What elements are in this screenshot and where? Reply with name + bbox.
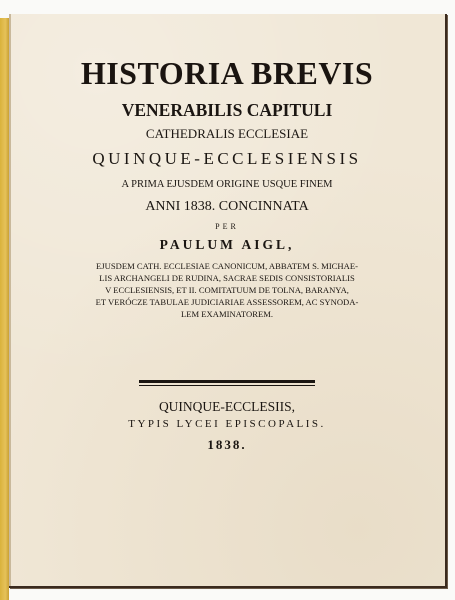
per-label: PER bbox=[215, 222, 239, 231]
rule-thick-line bbox=[139, 380, 315, 383]
author-description-line: EJUSDEM CATH. ECCLESIAE CANONICUM, ABBATEM S. MICHAE- bbox=[96, 261, 358, 271]
rule-thin-line bbox=[139, 385, 315, 386]
author-description-line: ET VERÓCZE TABULAE JUDICIARIAE ASSESSOREM, AC SYNODA- bbox=[95, 297, 359, 307]
author-description bbox=[62, 260, 392, 320]
author-description-line: V ECCLESIENSIS, ET II. COMITATUUM DE TOLNA, BARANYA, bbox=[105, 285, 349, 295]
title-page-text bbox=[9, 14, 445, 452]
author-name: PAULUM AIGL, bbox=[159, 237, 295, 252]
subtitle-line-5: ANNI 1838. CONCINNATA bbox=[145, 199, 309, 214]
author-description-line: LIS ARCHANGELI DE RUDINA, SACRAE SEDIS CONSISTORIALIS bbox=[99, 273, 355, 283]
ornamental-rule bbox=[139, 380, 315, 386]
subtitle-line-4: A PRIMA EJUSDEM ORIGINE USQUE FINEM bbox=[121, 179, 333, 190]
subtitle-line-1: VENERABILIS CAPITULI bbox=[121, 100, 333, 120]
imprint-year: 1838. bbox=[207, 437, 247, 452]
subtitle-line-2: CATHEDRALIS ECCLESIAE bbox=[145, 126, 309, 141]
book-cover-edge bbox=[0, 18, 9, 600]
book-title: HISTORIA BREVIS bbox=[80, 55, 374, 91]
subtitle-line-3: QUINQUE-ECCLESIENSIS bbox=[92, 149, 362, 168]
imprint-city: QUINQUE-ECCLESIIS, bbox=[158, 399, 296, 414]
author-description-line: LEM EXAMINATOREM. bbox=[181, 309, 273, 319]
imprint-printer: TYPIS LYCEI EPISCOPALIS. bbox=[128, 418, 326, 430]
